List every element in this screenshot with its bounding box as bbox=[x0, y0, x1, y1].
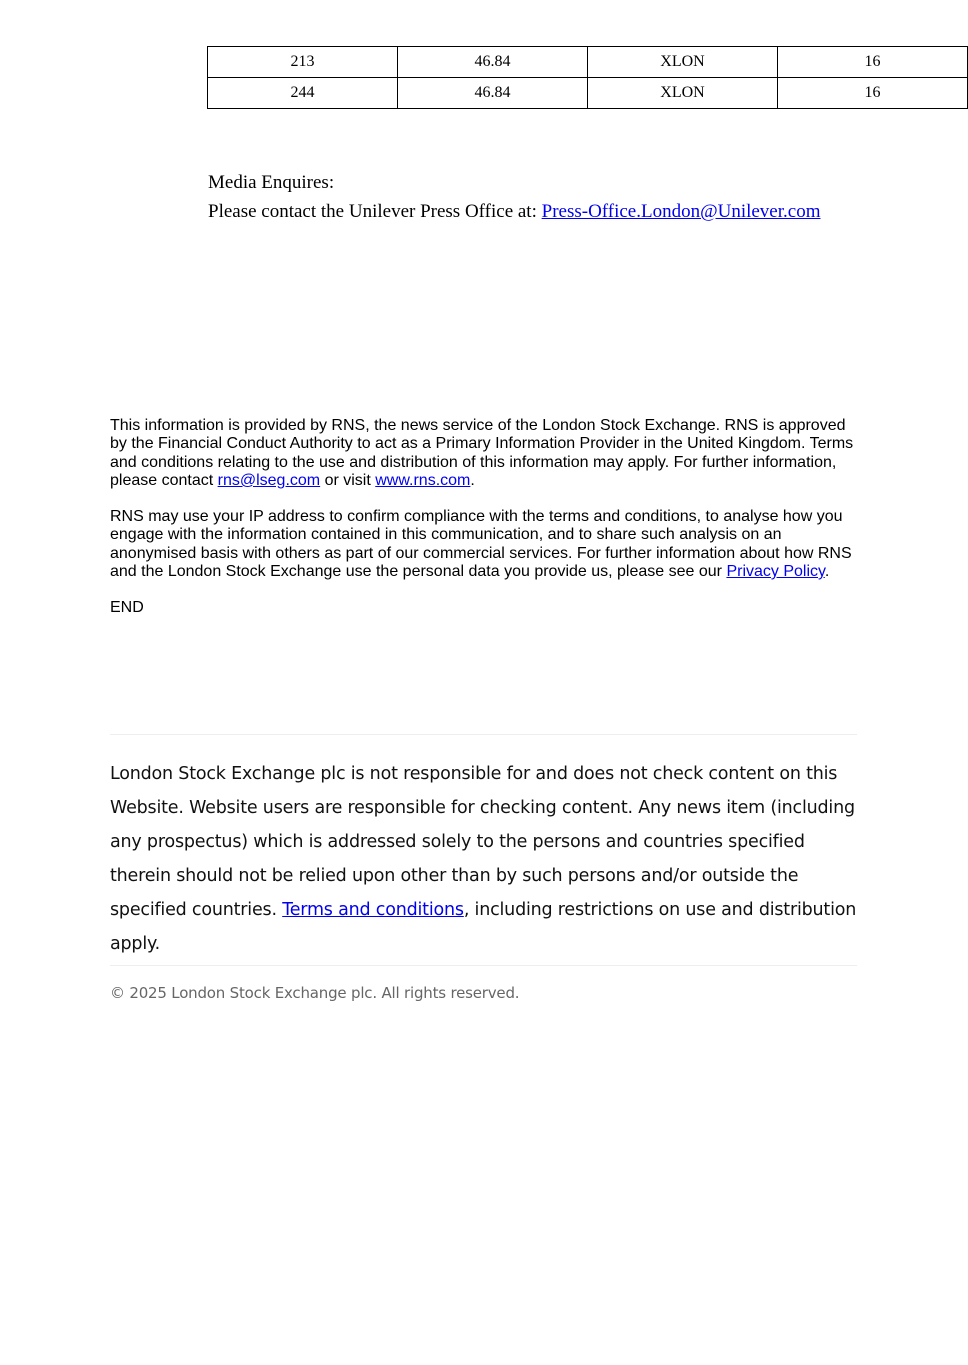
divider bbox=[110, 734, 857, 735]
trades-table-container bbox=[207, 46, 881, 109]
time-cell: 16 bbox=[778, 47, 968, 78]
time-cell: 16 bbox=[778, 78, 968, 109]
disclaimer-paragraph bbox=[110, 757, 870, 961]
volume-cell: 244 bbox=[208, 78, 398, 109]
rns-text-2: RNS may use your IP address to confirm compliance with the terms and conditions, to analyse how you engage with the information contained in this communication, and to share such analysis on an anonymised basis with others as part of our commercial services. For further information about how RNS and the London Stock Exchange use the personal data you provide us, please see our bbox=[110, 508, 852, 581]
lse-disclaimer bbox=[110, 757, 870, 961]
venue-cell: XLON bbox=[588, 78, 778, 109]
media-contact-text: Please contact the Unilever Press Office at: bbox=[208, 201, 542, 222]
venue-cell: XLON bbox=[588, 47, 778, 78]
rns-email-link[interactable]: rns@lseg.com bbox=[217, 471, 321, 489]
copyright-notice: © 2025 London Stock Exchange plc. All rights reserved. bbox=[110, 984, 520, 1002]
price-cell: 46.84 bbox=[398, 47, 588, 78]
rns-or-visit: or visit bbox=[320, 471, 376, 489]
rns-paragraph-2 bbox=[110, 508, 860, 581]
disclaimer-text-end: , including restrictions on use and distribution apply. bbox=[110, 900, 857, 954]
media-heading: Media Enquires: bbox=[208, 172, 335, 193]
rns-period-1: . bbox=[470, 471, 475, 489]
terms-and-conditions-link[interactable]: Terms and conditions bbox=[282, 900, 464, 920]
table-row bbox=[208, 78, 968, 109]
price-cell: 46.84 bbox=[398, 78, 588, 109]
rns-site-link[interactable]: www.rns.com bbox=[375, 471, 471, 489]
rns-paragraph-1 bbox=[110, 417, 860, 490]
rns-notice bbox=[110, 417, 860, 636]
end-marker: END bbox=[110, 599, 144, 617]
trades-table bbox=[207, 46, 968, 109]
privacy-policy-link[interactable]: Privacy Policy bbox=[726, 563, 825, 581]
disclaimer-text: London Stock Exchange plc is not responsible for and does not check content on this Website. Website users are responsible for checking content. Any news item (including any prospectus) which is addressed solely to the persons and countries specified therein should not be relied upon other than by such persons and/or outside the specified countries. bbox=[110, 764, 855, 920]
press-office-email-link[interactable]: Press-Office.London@Unilever.com bbox=[541, 201, 821, 222]
rns-period-2: . bbox=[824, 563, 830, 581]
divider bbox=[110, 965, 857, 966]
volume-cell: 213 bbox=[208, 47, 398, 78]
rns-text-1: This information is provided by RNS, the news service of the London Stock Exchange. RNS is approved by the Financial Conduct Authority to act as a Primary Information Provider in the United Kingdom. Terms and conditions relating to the use and distribution of this information may apply. For further information, please contact bbox=[110, 417, 854, 489]
media-enquiries bbox=[208, 168, 820, 226]
table-row bbox=[208, 47, 968, 78]
media-contact-line bbox=[208, 197, 820, 226]
